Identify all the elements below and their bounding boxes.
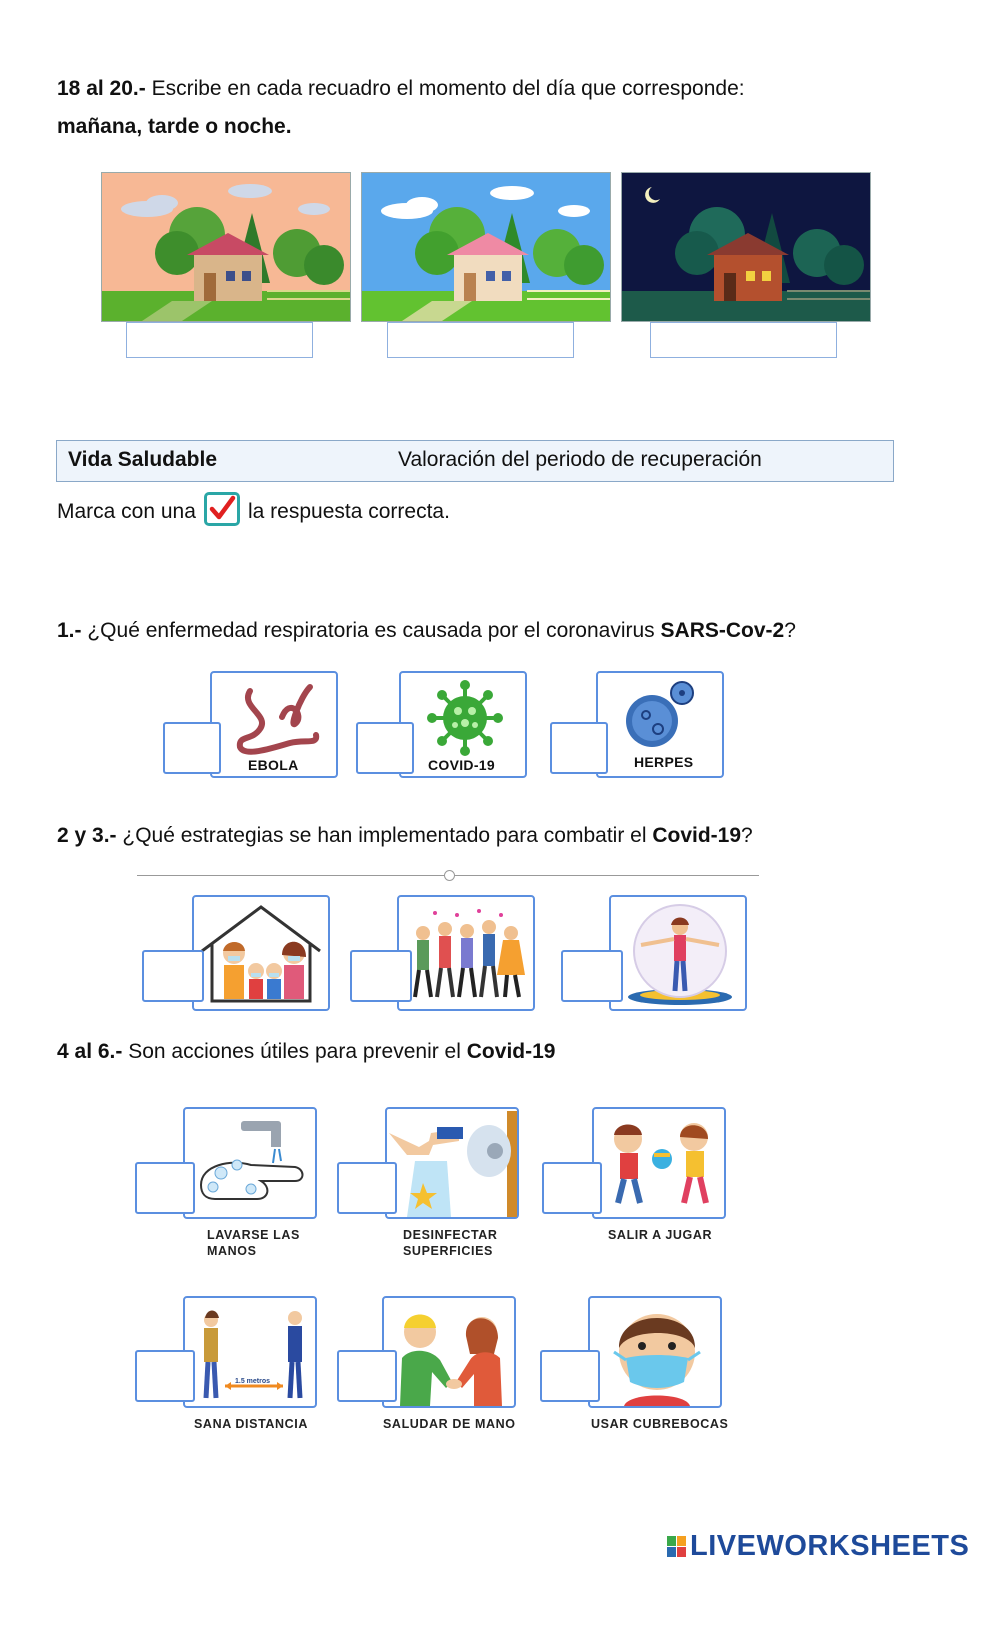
question-2-3 [57,823,753,849]
check-example-icon [204,492,240,526]
ebola-virus-icon [230,677,322,757]
section-header [56,440,894,482]
answer-box-night[interactable] [650,322,837,358]
face-mask-icon [604,1302,710,1406]
caption-disinfect [403,1227,498,1259]
option-card-covid [399,671,527,778]
caption-mask: USAR CUBREBOCAS [591,1417,729,1431]
option-card-go-play [592,1107,726,1219]
question-number: 2 y 3.- [57,824,117,847]
option-label: EBOLA [248,757,299,773]
day-options: mañana, tarde o noche. [57,115,292,138]
question-4-6 [57,1039,555,1065]
option-card-wash-hands [183,1107,317,1219]
spray-bottle-icon [389,1111,517,1217]
option-card-disinfect [385,1107,519,1219]
instruction-before: Marca con una [57,500,196,523]
question-18-20 [57,76,745,102]
checkbox-ebola[interactable] [163,722,221,774]
option-card-distance [183,1296,317,1408]
question-end: ? [784,619,796,642]
caption-line: LAVARSE LAS [207,1228,300,1242]
option-card-handshake [382,1296,516,1408]
brand-wordmark: LIVEWORKSHEETS [690,1530,970,1562]
scene-morning [361,172,611,322]
question-text: ¿Qué estrategias se han implementado para combatir el [122,824,647,847]
caption-line: DESINFECTAR [403,1228,498,1242]
caption-distance: SANA DISTANCIA [194,1417,308,1431]
option-label: HERPES [634,754,694,770]
question-keyword: Covid-19 [652,824,742,847]
checkbox-wash-hands[interactable] [135,1162,195,1214]
checkbox-herpes[interactable] [550,722,608,774]
handshake-icon [390,1302,512,1406]
option-label: COVID-19 [428,757,495,773]
liveworksheets-logo-icon [667,1536,687,1556]
question-1 [57,618,796,644]
checkbox-covid[interactable] [356,722,414,774]
divider-handle [444,870,455,881]
caption-line: SUPERFICIES [403,1244,493,1258]
question-number: 18 al 20.- [57,77,146,100]
option-card-bubble [609,895,747,1011]
question-end: ? [741,824,753,847]
children-playing-icon [600,1115,720,1213]
question-text: Son acciones útiles para prevenir el [128,1040,461,1063]
checkbox-bubble[interactable] [561,950,623,1002]
checkbox-disinfect[interactable] [337,1162,397,1214]
checkbox-stay-home[interactable] [142,950,204,1002]
checkbox-mask[interactable] [540,1350,600,1402]
question-keyword: Covid-19 [466,1040,556,1063]
option-card-mask [588,1296,722,1408]
hand-washing-icon [191,1115,311,1213]
crowd-party-icon [405,905,529,1005]
answer-box-morning[interactable] [387,322,574,358]
question-number: 1.- [57,619,82,642]
protective-bubble-icon [619,901,741,1007]
question-keyword: SARS-Cov-2 [660,619,785,642]
family-home-icon [198,901,324,1005]
option-card-herpes [596,671,724,778]
caption-wash-hands [207,1227,300,1259]
scene-afternoon [101,172,351,322]
caption-go-play: SALIR A JUGAR [608,1228,713,1242]
option-card-ebola [210,671,338,778]
answer-box-afternoon[interactable] [126,322,313,358]
caption-line: MANOS [207,1244,257,1258]
instruction-after: la respuesta correcta. [248,500,450,523]
coronavirus-icon [425,679,505,757]
checkbox-distance[interactable] [135,1350,195,1402]
distance-label: 1.5 metros [235,1378,271,1385]
question-text: Escribe en cada recuadro el momento del día que corresponde: [151,77,745,100]
section-subtitle: Valoración del periodo de recuperación [398,448,762,471]
section-title: Vida Saludable [68,448,217,471]
instruction-mark [57,499,196,525]
checkbox-party[interactable] [350,950,412,1002]
caption-handshake: SALUDAR DE MANO [383,1417,516,1431]
checkbox-go-play[interactable] [542,1162,602,1214]
question-text: ¿Qué enfermedad respiratoria es causada por el coronavirus [87,619,655,642]
option-card-stay-home [192,895,330,1011]
herpes-virus-icon [620,679,700,751]
question-number: 4 al 6.- [57,1040,123,1063]
scene-night [621,172,871,322]
social-distance-icon [191,1304,313,1404]
checkbox-handshake[interactable] [337,1350,397,1402]
option-card-party [397,895,535,1011]
